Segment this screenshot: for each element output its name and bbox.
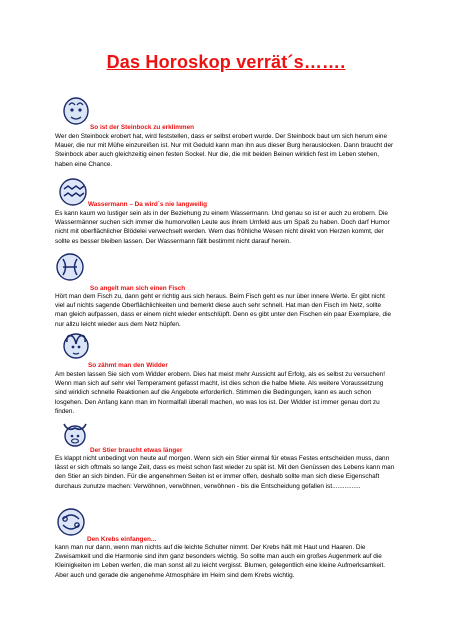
section-heading: Der Stier braucht etwas länger: [90, 447, 183, 454]
section-heading: So angelt man sich einen Fisch: [90, 285, 186, 292]
section-body: kann man nur dann, wenn man nichts auf die leichte Schulter nimmt. Der Krebs hält mit Haut und Haaren. Die Zweisamkeit und die Harmonie sind ihm ganz besonders wichtig. So sollte man auch ein großes Augenmerk auf die Kleinigkeiten im Leben werfen, die man sonst all zu leicht vergisst. Blumen, gelegentlich eine kleine Aufmerksamkeit. Aber auch und gerade die angenehme Atmosphäre im Heim sind dem Krebs wichtig.: [55, 544, 385, 579]
capricorn-icon: [61, 96, 91, 126]
section-body: Am besten lassen Sie sich vom Widder erobern. Dies hat meist mehr Aussicht auf Erfolg, als es selbst zu versuchen! Wenn man sich auf sehr viel Temperament gefasst macht, ist dies schon die halbe Miete. Als weitere Voraussetzung sind wirklich schnelle Reaktionen auf die Angebote erforderlich. Stimmen die Bedingungen, kann es auch schon losgehen. Den Anfang kann man im Normalfall überall machen, wo was los ist. Der Widder ist immer genau dort zu finden.: [55, 371, 385, 415]
pisces-icon: [55, 252, 85, 282]
section-body: Wer den Steinbock erobert hat, wird feststellen, dass er selbst erobert wurde. Der Steinbock baut um sich herum eine Mauer, die nur mit Mühe einzureißen ist. Nur mit Geduld kann man ihn aus dieser Burg herauslocken. Dann braucht der Steinbock aber auch gleichzeitig einen festen Sockel. Nur die, die mit beiden Beinen wirklich fest im Leben stehen, haben eine Chance.: [55, 133, 394, 168]
section-heading: So ist der Steinbock zu erklimmen: [90, 124, 195, 131]
section-body: Es kann kaum wo lustiger sein als in der Beziehung zu einem Wassermann. Und genau so ist er auch zu erobern. Die Wassermänner suchen sich immer die humorvollen Leute aus ihrem Umfeld aus um Spaß zu haben. Doch darf Humor nicht mit oberflächlicher Blödelei verwechselt werden. Wem das fröhliche Wesen nicht direkt von Herzen kommt, der sollte es besser bleiben lassen. Der Wassermann fällt bestimmt nicht darauf herein.: [55, 210, 390, 245]
aquarius-icon: [58, 177, 88, 207]
taurus-icon: [60, 418, 90, 448]
section-heading: Wassermann – Da wird´s nie langweilig: [88, 201, 208, 208]
section-body: Es klappt nicht unbedingt von heute auf morgen. Wenn sich ein Stier einmal für etwas Festes entscheiden muss, dann lässt er sich oftmals so lange Zeit, dass es meist schon fast wieder zu spät ist. Mit den Genüssen des Lebens kann man den Stier an sich binden. Für die angenehmen Seiten ist er immer offen, deshalb sollte man sich diese Eigenschaft durchaus zunutze machen: Verwöhnen, verwöhnen, verwöhnen - bis die Entscheidung gefallen ist................: [55, 455, 395, 490]
aries-icon: [61, 330, 91, 360]
cancer-icon: [56, 507, 86, 537]
page-title: Das Horoskop verrät´s…….: [106, 52, 346, 72]
section-heading: So zähmt man den Widder: [88, 362, 168, 369]
section-heading: Den Krebs einfangen...: [87, 536, 157, 543]
section-body: Hört man dem Fisch zu, dann geht er richtig aus sich heraus. Beim Fisch geht es nur über innere Werte. Er gibt nicht viel auf nichts sagende Oberflächlichkeiten und bemerkt diese auch sehr schnell. Hat man den Fisch im Netz, sollte man gleich aufpassen, dass er einem nicht wieder entschlüpft. Denn es gibt unter den Fischen ein paar Exemplare, die nur allzu leicht wieder aus dem Netz hüpfen.: [55, 293, 392, 328]
